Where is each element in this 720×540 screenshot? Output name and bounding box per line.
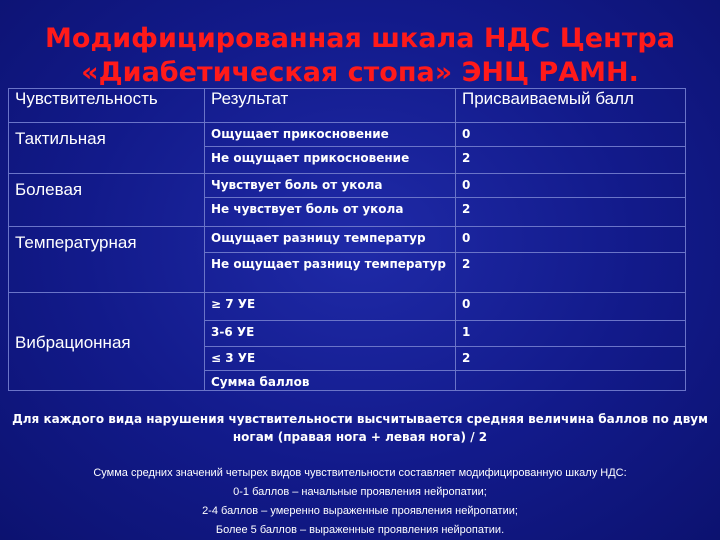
header-points: Присваиваемый балл [456, 89, 686, 123]
result-cell: Ощущает прикосновение [205, 123, 456, 147]
interpretation-summary [0, 464, 720, 540]
points-cell: 1 [456, 321, 686, 347]
table-row [9, 174, 686, 198]
table-row [9, 227, 686, 253]
points-cell: 2 [456, 198, 686, 227]
summary-line: 0-1 баллов – начальные проявления нейропатии; [233, 486, 487, 498]
summary-line: 2-4 баллов – умеренно выраженные проявления нейропатии; [202, 505, 518, 517]
category-tactile: Тактильная [9, 123, 205, 174]
category-pain: Болевая [9, 174, 205, 227]
result-cell: 3-6 УЕ [205, 321, 456, 347]
note-line-1: Для каждого вида нарушения чувствительности высчитывается средняя величина баллов по двум [12, 412, 708, 426]
points-cell: 0 [456, 174, 686, 198]
result-cell: Сумма баллов [205, 371, 456, 391]
points-cell: 0 [456, 293, 686, 321]
result-cell: Чувствует боль от укола [205, 174, 456, 198]
table-row [9, 123, 686, 147]
title-line-1: Модифицированная шкала НДС Центра [45, 23, 675, 54]
points-cell: 2 [456, 347, 686, 371]
summary-line: Сумма средних значений четырех видов чувствительности составляет модифицированную шкалу НДС: [93, 467, 627, 479]
header-result: Результат [205, 89, 456, 123]
category-vibration: Вибрационная [15, 333, 131, 352]
points-cell: 0 [456, 227, 686, 253]
result-cell: ≥ 7 УЕ [205, 293, 456, 321]
result-cell: Не чувствует боль от укола [205, 198, 456, 227]
result-cell: Ощущает разницу температур [205, 227, 456, 253]
result-cell: Не ощущает прикосновение [205, 147, 456, 174]
table-row [9, 293, 686, 321]
result-cell: Не ощущает разницу температур [205, 253, 456, 293]
note-line-2: ногам (правая нога + левая нога) / 2 [232, 430, 488, 444]
category-temperature: Температурная [9, 227, 205, 293]
table-header-row [9, 89, 686, 123]
title-line-2: «Диабетическая стопа» ЭНЦ РАМН. [81, 57, 639, 88]
points-cell: 2 [456, 253, 686, 293]
slide-title [0, 22, 720, 90]
header-sensitivity: Чувствительность [9, 89, 205, 123]
points-cell: 2 [456, 147, 686, 174]
calculation-note [0, 410, 720, 446]
result-cell: ≤ 3 УЕ [205, 347, 456, 371]
points-cell: 0 [456, 123, 686, 147]
summary-line: Более 5 баллов – выраженные проявления нейропатии. [215, 524, 505, 536]
points-cell [456, 371, 686, 391]
